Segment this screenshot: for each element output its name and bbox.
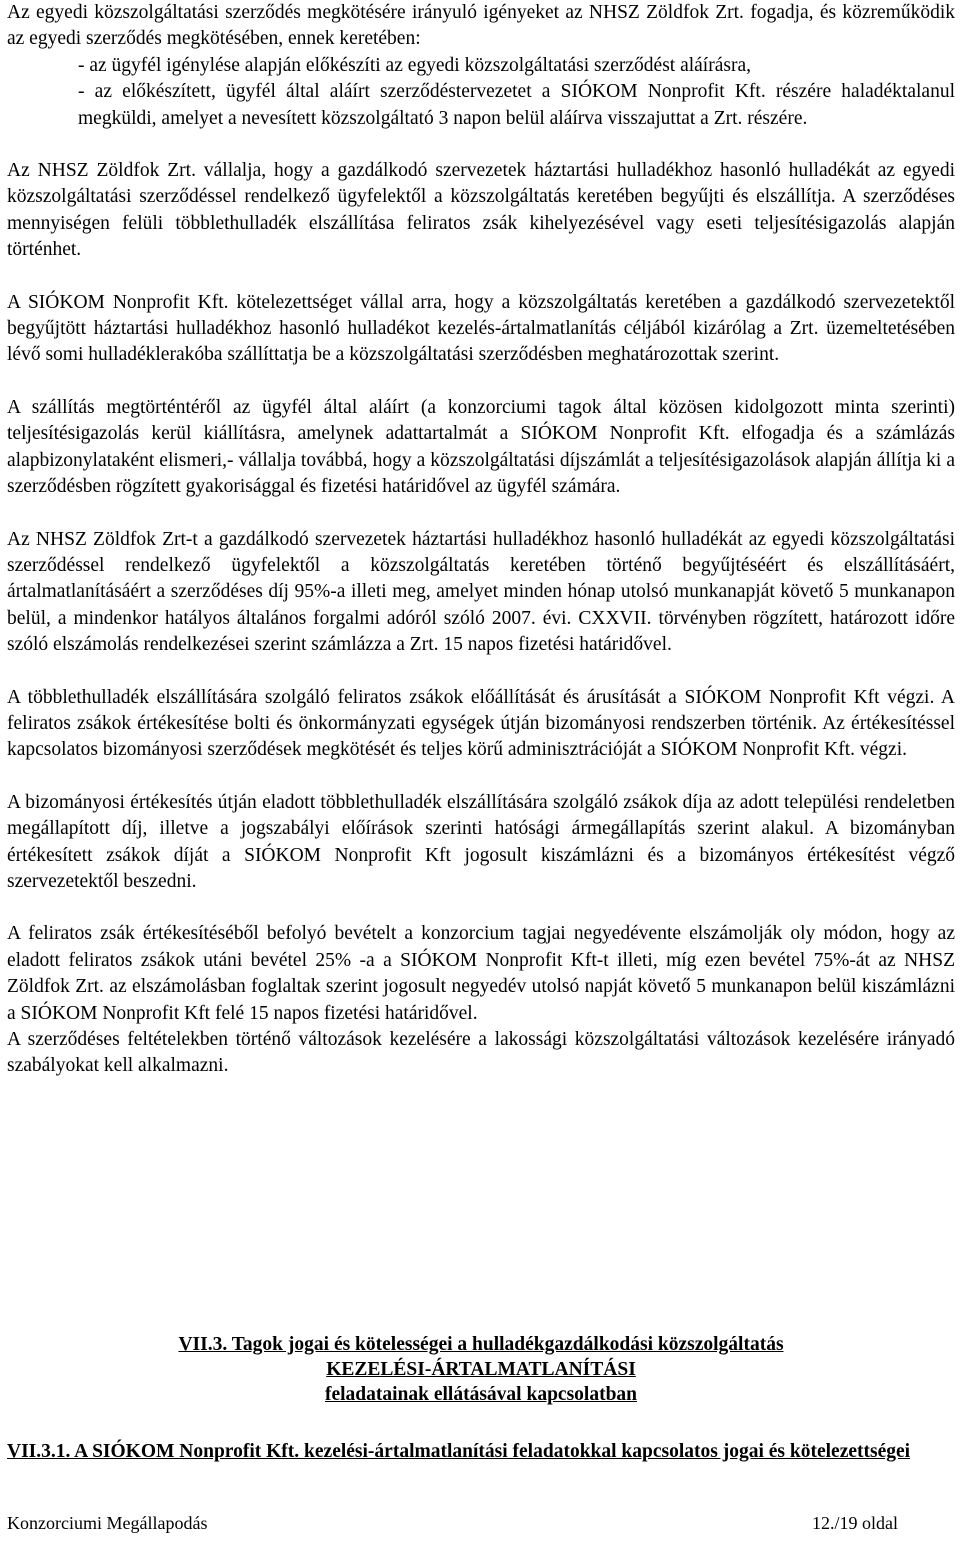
list-item: - az előkészített, ügyfél által aláírt szerződéstervezetet a SIÓKOM Nonprofit Kft. részére haladéktalanul megküldi, amelyet a nevesített közszolgáltató 3 napon belül aláírva visszajuttat a Zrt. részére. <box>78 81 955 129</box>
paragraph: A többlethulladék elszállítására szolgáló feliratos zsákok előállítását és árusítását a SIÓKOM Nonprofit Kft végzi. A feliratos zsákok értékesítése bolti és önkormányzati egységek útján bizományosi rendszerben történik. Az értékesítéssel kapcsolatos bizományosi szerződések megkötését és teljes körű adminisztrációját a SIÓKOM Nonprofit Kft. végzi. <box>7 686 955 761</box>
paragraph: A feliratos zsák értékesítéséből befolyó bevételt a konzorcium tagjai negyedévente elszámolják oly módon, hogy az eladott feliratos zsákok utáni bevétel 25% -a a SIÓKOM Nonprofit Kft-t illeti, míg ezen bevétel 75%-át az NHSZ Zöldfok Zrt. az elszámolásban foglaltak szerint jogosult negyedév utolsó napját követő 5 munkanapon belül kiszámlázni a SIÓKOM Nonprofit Kft felé 15 napos fizetési határidővel. <box>7 923 955 1024</box>
paragraph: A szállítás megtörténtéről az ügyfél által aláírt (a konzorciumi tagok által közösen kidolgozott minta szerinti) teljesítésigazolás kerül kiállításra, amelynek adattartalmát a SIÓKOM Nonprofit Kft. elfogadja és a számlázás alapbizonylataként elismeri,- vállalja továbbá, hogy a közszolgáltatási díjszámlát a teljesítésigazolások alapján állítja ki a szerződésben rögzített gyakorisággal és fizetési határidővel az ügyfél számára. <box>7 396 955 498</box>
paragraph: Az NHSZ Zöldfok Zrt. vállalja, hogy a gazdálkodó szervezetek háztartási hulladékhoz hasonló hulladékát az egyedi közszolgáltatási szerződéssel rendelkező ügyfelektől a közszolgáltatás keretében begyűjti és elszállítja. A szerződéses mennyiségen felüli többlethulladék elszállítása feliratos zsák kihelyezésével vagy eseti teljesítésigazolás alapján történhet. <box>7 160 955 261</box>
section-heading-line3: feladatainak ellátásával kapcsolatban <box>324 1384 638 1405</box>
page-footer <box>7 1511 955 1535</box>
section-heading-line2: KEZELÉSI-ÁRTALMATLANÍTÁSI <box>326 1359 636 1380</box>
section-heading <box>7 1332 955 1407</box>
paragraph-intro: Az egyedi közszolgáltatási szerződés megkötésére irányuló igényeket az NHSZ Zöldfok Zrt. fogadja, és közreműködik az egyedi szerződés megkötésében, ennek keretében: <box>7 2 955 50</box>
footer-document-title: Konzorciumi Megállapodás <box>7 1513 208 1533</box>
paragraph: Az NHSZ Zöldfok Zrt-t a gazdálkodó szervezetek háztartási hulladékhoz hasonló hulladékát az egyedi közszolgáltatási szerződéssel rendelkező ügyfelektől a közszolgáltatás keretében történő begyűjtéséért és elszállításáért, ártalmatlanításáért a szerződéses díj 95%-a illeti meg, amelyet minden hónap utolsó munkanapját követő 5 munkanapon belül, a mindenkor hatályos általános forgalmi adóról szóló 2007. évi. CXXVII. törvényben rögzített, határozott időre szóló elszámolás rendelkezései szerint számlázza a Zrt. 15 napos fizetési határidővel. <box>7 528 955 656</box>
paragraph: A szerződéses feltételekben történő változások kezelésére a lakossági közszolgáltatási változások kezelésére irányadó szabályokat kell alkalmazni. <box>7 1029 955 1077</box>
list-item: - az ügyfél igénylése alapján előkészíti az egyedi közszolgáltatási szerződést aláírásra, <box>78 54 751 76</box>
paragraph: A bizományosi értékesítés útján eladott többlethulladék elszállítására szolgáló zsákok díja az adott települési rendeletben megállapított díj, illetve a jogszabályi előírások szerinti hatósági ármegállapítás szerint alakul. A bizományban értékesített zsákok díját a SIÓKOM Nonprofit Kft jogosult kiszámlázni és a bizományos értékesítést végző szervezetektől beszedni. <box>7 791 955 892</box>
subsection-heading: VII.3.1. A SIÓKOM Nonprofit Kft. kezelési-ártalmatlanítási feladatokkal kapcsolatos jogai és kötelezettségei <box>7 1441 911 1462</box>
section-heading-line1: VII.3. Tagok jogai és kötelességei a hulladékgazdálkodási közszolgáltatás <box>178 1334 784 1355</box>
footer-page-number: 12./19 oldal <box>812 1513 898 1533</box>
paragraph: A SIÓKOM Nonprofit Kft. kötelezettséget vállal arra, hogy a közszolgáltatás keretében a gazdálkodó szervezetektől begyűjtött háztartási hulladékhoz hasonló hulladékot kezelés-ártalmatlanítás céljából kizárólag a Zrt. üzemeltetésében lévő somi hulladéklerakóba szállíttatja be a közszolgáltatási szerződésben meghatározottak szerint. <box>7 291 955 366</box>
document-body <box>7 0 955 1080</box>
